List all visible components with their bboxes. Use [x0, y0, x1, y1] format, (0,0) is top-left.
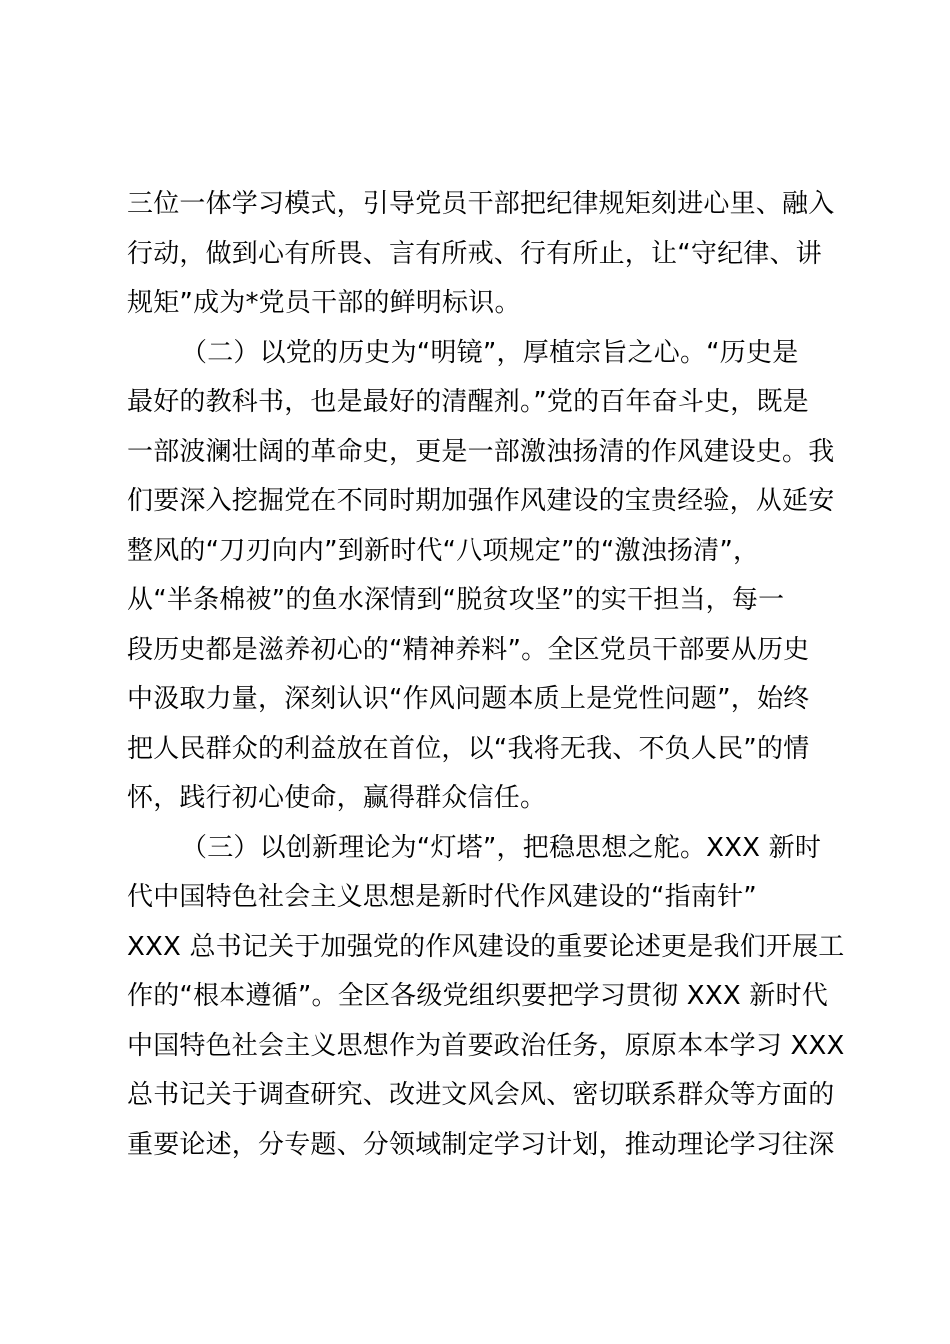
text-line: XXX 总书记关于加强党的作风建设的重要论述更是我们开展工 — [127, 931, 845, 962]
body-text — [127, 180, 845, 1170]
text-line: 最好的教科书，也是最好的清醒剂。”党的百年奋斗史，既是 — [127, 387, 809, 417]
text-line: 总书记关于调查研究、改进文风会风、密切联系群众等方面的 — [127, 1080, 835, 1110]
section-heading-line: （三）以创新理论为“灯塔”，把稳思想之舵。XXX 新时 — [181, 832, 822, 863]
text-line: 规矩”成为*党员干部的鲜明标识。 — [127, 288, 521, 318]
text-line: 代中国特色社会主义思想是新时代作风建设的“指南针” — [127, 882, 757, 912]
section-heading-line: （二）以党的历史为“明镜”，厚植宗旨之心。“历史是 — [181, 337, 799, 368]
text-line: 段历史都是滋养初心的“精神养料”。全区党员干部要从历史 — [127, 634, 810, 665]
text-line: 一部波澜壮阔的革命史，更是一部激浊扬清的作风建设史。我 — [127, 436, 835, 467]
text-line: 三位一体学习模式，引导党员干部把纪律规矩刻进心里、融入 — [127, 189, 835, 219]
text-line: 中国特色社会主义思想作为首要政治任务，原原本本学习 XXX — [127, 1030, 845, 1061]
text-line: 中汲取力量，深刻认识“作风问题本质上是党性问题”，始终 — [127, 684, 810, 714]
text-line: 重要论述，分专题、分领域制定学习计划，推动理论学习往深 — [127, 1129, 835, 1160]
text-line: 怀，践行初心使命，赢得群众信任。 — [127, 783, 547, 813]
text-line: 把人民群众的利益放在首位，以“我将无我、不负人民”的情 — [127, 733, 810, 764]
text-line: 整风的“刀刃向内”到新时代“八项规定”的“激浊扬清”， — [127, 535, 760, 566]
text-line: 从“半条棉被”的鱼水深情到“脱贫攻坚”的实干担当，每一 — [127, 585, 785, 615]
text-line: 作的“根本遵循”。全区各级党组织要把学习贯彻 XXX 新时代 — [127, 981, 828, 1011]
text-line: 行动，做到心有所畏、言有所戒、行有所止，让“守纪律、讲 — [127, 238, 822, 269]
text-line: 们要深入挖掘党在不同时期加强作风建设的宝贵经验，从延安 — [127, 486, 835, 516]
